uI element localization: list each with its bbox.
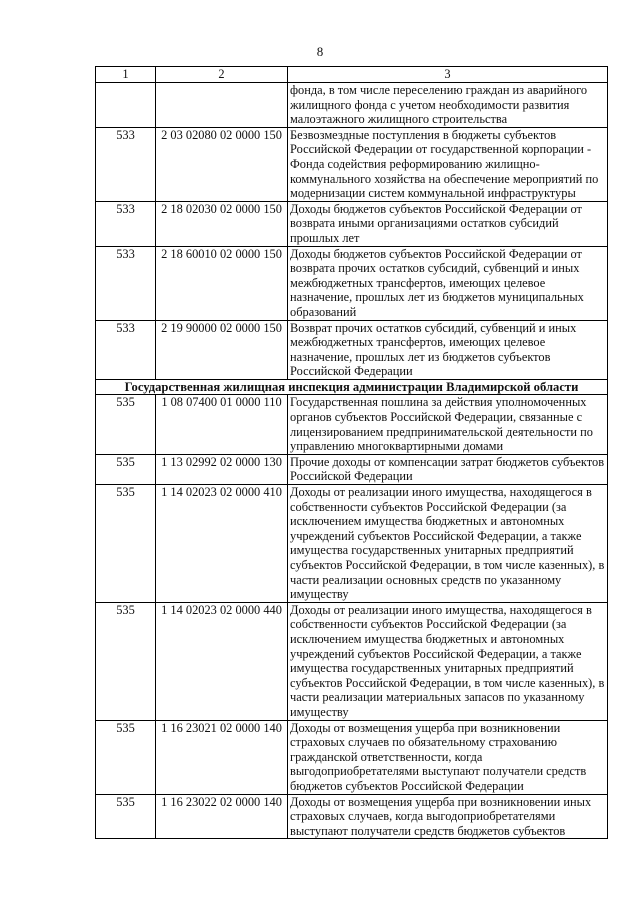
revenue-description-cell: Доходы бюджетов субъектов Российской Федерации от возврата прочих остатков субсидий, субвенций и иных межбюджетных трансфертов, имеющих целевое назначение, прошлых лет из бюджетов муниципальных образований bbox=[288, 246, 608, 320]
budget-classification-code-cell: 2 18 02030 02 0000 150 bbox=[156, 201, 288, 246]
budget-classification-code-cell: 1 08 07400 01 0000 110 bbox=[156, 395, 288, 454]
revenue-description-cell: Возврат прочих остатков субсидий, субвенций и иных межбюджетных трансфертов, имеющих целевое назначение, прошлых лет из бюджетов субъектов Российской Федерации bbox=[288, 320, 608, 379]
table-row bbox=[96, 485, 608, 603]
budget-classification-code-cell: 1 14 02023 02 0000 440 bbox=[156, 602, 288, 720]
revenue-description-cell: Доходы от возмещения ущерба при возникновении страховых случаев по обязательному страхованию гражданской ответственности, когда выгодоприобретателями выступают получатели средств бюджетов субъектов Российской Федерации bbox=[288, 720, 608, 794]
table-row bbox=[96, 201, 608, 246]
budget-classification-code-cell: 1 16 23022 02 0000 140 bbox=[156, 794, 288, 839]
budget-classification-code-cell: 2 19 90000 02 0000 150 bbox=[156, 320, 288, 379]
admin-code-cell bbox=[96, 83, 156, 128]
admin-code-cell: 535 bbox=[96, 454, 156, 484]
table-header-row bbox=[96, 67, 608, 83]
admin-code-cell: 533 bbox=[96, 201, 156, 246]
budget-classification-code-cell: 1 13 02992 02 0000 130 bbox=[156, 454, 288, 484]
section-heading-row bbox=[96, 379, 608, 395]
table-row bbox=[96, 320, 608, 379]
admin-code-cell: 535 bbox=[96, 602, 156, 720]
revenue-description-cell: Доходы от реализации иного имущества, находящегося в собственности субъектов Российской Федерации (за исключением имущества бюджетных и автономных учреждений субъектов Российской Федерации, а также имущества государственных унитарных предприятий субъектов Российской Федерации, в том числе казенных), в части реализации основных средств по указанному имуществу bbox=[288, 485, 608, 603]
admin-code-cell: 535 bbox=[96, 794, 156, 839]
budget-classification-code-cell: 2 03 02080 02 0000 150 bbox=[156, 127, 288, 201]
column-number-1: 1 bbox=[96, 67, 156, 83]
revenue-description-cell: фонда, в том числе переселению граждан из аварийного жилищного фонда с учетом необходимости развития малоэтажного жилищного строительства bbox=[288, 83, 608, 128]
section-heading: Государственная жилищная инспекция администрации Владимирской области bbox=[96, 379, 608, 395]
admin-code-cell: 533 bbox=[96, 246, 156, 320]
page-number: 8 bbox=[316, 44, 324, 59]
admin-code-cell: 533 bbox=[96, 320, 156, 379]
revenue-description-cell: Доходы от возмещения ущерба при возникновении иных страховых случаев, когда выгодоприобретателями выступают получатели средств бюджетов субъектов bbox=[288, 794, 608, 839]
revenue-description-cell: Государственная пошлина за действия уполномоченных органов субъектов Российской Федерации, связанные с лицензированием предпринимательской деятельности по управлению многоквартирными домами bbox=[288, 395, 608, 454]
table-row bbox=[96, 602, 608, 720]
column-number-3: 3 bbox=[288, 67, 608, 83]
table-row bbox=[96, 794, 608, 839]
revenue-description-cell: Доходы бюджетов субъектов Российской Федерации от возврата иными организациями остатков субсидий прошлых лет bbox=[288, 201, 608, 246]
budget-classification-code-cell: 1 16 23021 02 0000 140 bbox=[156, 720, 288, 794]
table-row bbox=[96, 127, 608, 201]
table-row bbox=[96, 246, 608, 320]
admin-code-cell: 533 bbox=[96, 127, 156, 201]
table-row bbox=[96, 83, 608, 128]
column-number-2: 2 bbox=[156, 67, 288, 83]
revenue-description-cell: Прочие доходы от компенсации затрат бюджетов субъектов Российской Федерации bbox=[288, 454, 608, 484]
admin-code-cell: 535 bbox=[96, 720, 156, 794]
budget-classification-code-cell bbox=[156, 83, 288, 128]
table-row bbox=[96, 720, 608, 794]
revenue-description-cell: Безвозмездные поступления в бюджеты субъектов Российской Федерации от государственной корпорации - Фонда содействия реформированию жилищно-коммунального хозяйства на обеспечение мероприятий по модернизации систем коммунальной инфраструктуры bbox=[288, 127, 608, 201]
revenue-codes-table bbox=[95, 66, 608, 839]
admin-code-cell: 535 bbox=[96, 485, 156, 603]
admin-code-cell: 535 bbox=[96, 395, 156, 454]
budget-classification-code-cell: 1 14 02023 02 0000 410 bbox=[156, 485, 288, 603]
revenue-description-cell: Доходы от реализации иного имущества, находящегося в собственности субъектов Российской Федерации (за исключением имущества бюджетных и автономных учреждений субъектов Российской Федерации, а также имущества государственных унитарных предприятий субъектов Российской Федерации, в том числе казенных), в части реализации материальных запасов по указанному имуществу bbox=[288, 602, 608, 720]
table-row bbox=[96, 454, 608, 484]
budget-classification-code-cell: 2 18 60010 02 0000 150 bbox=[156, 246, 288, 320]
table-row bbox=[96, 395, 608, 454]
